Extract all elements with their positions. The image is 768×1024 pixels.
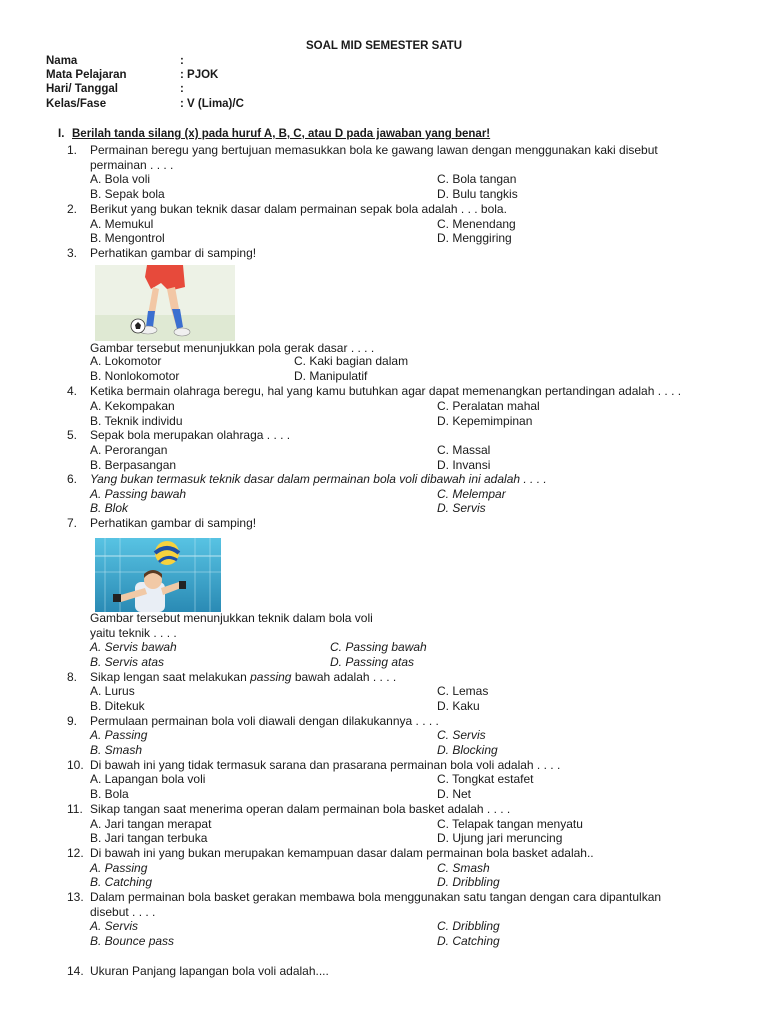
option-c: C. Bola tangan xyxy=(437,172,517,186)
option-a: A. Servis bawah xyxy=(90,640,177,654)
page-title: SOAL MID SEMESTER SATU xyxy=(306,40,463,52)
option-b: B. Servis atas xyxy=(90,655,165,669)
option-d: D. Net xyxy=(437,787,472,801)
option-a: A. Passing xyxy=(90,728,148,742)
question-text: permainan . . . . xyxy=(90,158,174,172)
option-d: D. Passing atas xyxy=(330,655,415,669)
question-text: Sikap lengan saat melakukan passing bawah adalah . . . . xyxy=(90,670,397,684)
option-b: B. Berpasangan xyxy=(90,458,177,472)
option-a: A. Lurus xyxy=(90,684,135,698)
section-number: I. xyxy=(58,128,65,140)
option-a: A. Bola voli xyxy=(90,172,151,186)
option-b: B. Sepak bola xyxy=(90,187,165,201)
question-number: 5. xyxy=(67,428,78,442)
option-b: B. Ditekuk xyxy=(90,699,145,713)
question-number: 1. xyxy=(67,143,78,157)
option-c: C. Tongkat estafet xyxy=(437,772,534,786)
header-label-mapel: Mata Pelajaran xyxy=(46,69,127,81)
question-number: 7. xyxy=(67,516,78,530)
question-number: 10. xyxy=(67,758,84,772)
option-a: A. Passing bawah xyxy=(90,487,187,501)
option-a: A. Lapangan bola voli xyxy=(90,772,206,786)
option-d: D. Invansi xyxy=(437,458,491,472)
image-caption: Gambar tersebut menunjukkan pola gerak dasar . . . . xyxy=(90,341,375,355)
option-b: B. Bola xyxy=(90,787,129,801)
image-caption: yaitu teknik . . . . xyxy=(90,626,177,640)
option-c: C. Smash xyxy=(437,861,490,875)
option-c: C. Kaki bagian dalam xyxy=(294,354,409,368)
option-c: C. Servis xyxy=(437,728,486,742)
option-d: D. Manipulatif xyxy=(294,369,368,383)
option-c: C. Menendang xyxy=(437,217,516,231)
option-b: B. Smash xyxy=(90,743,143,757)
question-text: Yang bukan termasuk teknik dasar dalam permainan bola voli dibawah ini adalah . . . . xyxy=(90,472,547,486)
option-c: C. Massal xyxy=(437,443,491,457)
option-d: D. Bulu tangkis xyxy=(437,187,518,201)
option-a: A. Jari tangan merapat xyxy=(90,817,212,831)
question-number: 12. xyxy=(67,846,84,860)
question-number: 2. xyxy=(67,202,78,216)
image-caption: Gambar tersebut menunjukkan teknik dalam bola voli xyxy=(90,611,373,625)
question-text: Di bawah ini yang tidak termasuk sarana dan prasarana permainan bola voli adalah . . . . xyxy=(90,758,561,772)
option-d: D. Menggiring xyxy=(437,231,512,245)
option-b: B. Nonlokomotor xyxy=(90,369,180,383)
option-c: C. Lemas xyxy=(437,684,489,698)
question-text: Ketika bermain olahraga beregu, hal yang kamu butuhkan agar dapat memenangkan pertandingan adalah . . . . xyxy=(90,384,682,398)
header-value-hari: : xyxy=(180,83,184,95)
question-text: Perhatikan gambar di samping! xyxy=(90,516,257,530)
section-instruction: Berilah tanda silang (x) pada huruf A, B, C, atau D pada jawaban yang benar! xyxy=(72,128,491,140)
option-c: C. Passing bawah xyxy=(330,640,427,654)
option-a: A. Servis xyxy=(90,919,139,933)
option-a: A. Memukul xyxy=(90,217,154,231)
option-c: C. Melempar xyxy=(437,487,506,501)
option-a: A. Lokomotor xyxy=(90,354,162,368)
option-d: D. Kaku xyxy=(437,699,480,713)
question-text: Ukuran Panjang lapangan bola voli adalah.... xyxy=(90,964,329,978)
question-text: disebut . . . . xyxy=(90,905,156,919)
option-a: A. Passing xyxy=(90,861,148,875)
option-d: D. Servis xyxy=(437,501,486,515)
option-b: B. Mengontrol xyxy=(90,231,165,245)
header-value-kelas: : V (Lima)/C xyxy=(180,98,244,110)
header-value-mapel: : PJOK xyxy=(180,69,219,81)
option-d: D. Catching xyxy=(437,934,500,948)
question-text: Sikap tangan saat menerima operan dalam permainan bola basket adalah . . . . xyxy=(90,802,511,816)
question-number: 14. xyxy=(67,964,84,978)
option-d: D. Blocking xyxy=(437,743,498,757)
option-a: A. Kekompakan xyxy=(90,399,175,413)
question-number: 8. xyxy=(67,670,78,684)
option-b: B. Catching xyxy=(90,875,153,889)
header-label-hari: Hari/ Tanggal xyxy=(46,83,118,95)
question-text: Di bawah ini yang bukan merupakan kemampuan dasar dalam permainan bola basket adalah.. xyxy=(90,846,594,860)
question-text: Dalam permainan bola basket gerakan membawa bola menggunakan satu tangan dengan cara dipantulkan xyxy=(90,890,662,904)
option-d: D. Ujung jari meruncing xyxy=(437,831,563,845)
option-c: C. Peralatan mahal xyxy=(437,399,540,413)
header-value-nama: : xyxy=(180,55,184,67)
question-text: Sepak bola merupakan olahraga . . . . xyxy=(90,428,291,442)
option-c: C. Telapak tangan menyatu xyxy=(437,817,583,831)
question-number: 6. xyxy=(67,472,78,486)
question-number: 4. xyxy=(67,384,78,398)
question-text: Permainan beregu yang bertujuan memasukkan bola ke gawang lawan dengan menggunakan kaki disebut xyxy=(90,143,658,157)
option-d: D. Dribbling xyxy=(437,875,500,889)
option-a: A. Perorangan xyxy=(90,443,168,457)
question-text: Berikut yang bukan teknik dasar dalam permainan sepak bola adalah . . . bola. xyxy=(90,202,507,216)
soccer-kick-image xyxy=(95,265,235,341)
question-number: 13. xyxy=(67,890,84,904)
option-d: D. Kepemimpinan xyxy=(437,414,533,428)
header-label-nama: Nama xyxy=(46,55,78,67)
question-number: 3. xyxy=(67,246,78,260)
question-text: Permulaan permainan bola voli diawali dengan dilakukannya . . . . xyxy=(90,714,439,728)
option-c: C. Dribbling xyxy=(437,919,500,933)
option-b: B. Blok xyxy=(90,501,129,515)
volleyball-image xyxy=(95,538,221,612)
option-b: B. Jari tangan terbuka xyxy=(90,831,208,845)
header-label-kelas: Kelas/Fase xyxy=(46,98,107,110)
option-b: B. Bounce pass xyxy=(90,934,175,948)
question-number: 11. xyxy=(67,802,83,816)
option-b: B. Teknik individu xyxy=(90,414,183,428)
question-number: 9. xyxy=(67,714,78,728)
question-text: Perhatikan gambar di samping! xyxy=(90,246,257,260)
